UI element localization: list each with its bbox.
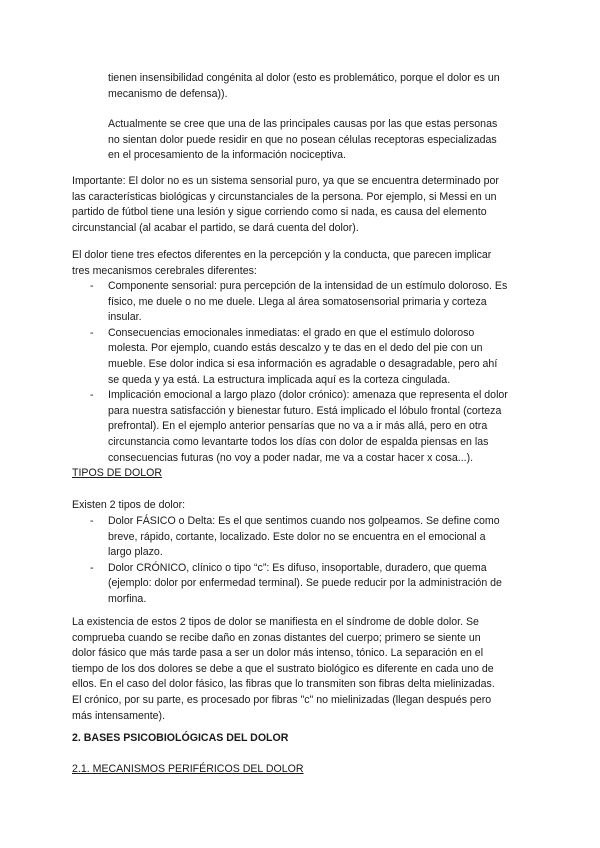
text-line: Actualmente se cree que una de las principales causas por las que estas personas (108, 118, 498, 130)
text-line: El crónico, por su parte, es procesado por fibras "c" no mielinizadas (llegan después pero (72, 693, 492, 706)
bullet-dash: - (90, 280, 94, 292)
text-line: Dolor FÁSICO o Delta: Es el que sentimos cuando nos golpeamos. Se define como (108, 515, 500, 527)
bullet-dash: - (90, 389, 94, 402)
text-line: en el procesamiento de la información nociceptiva. (108, 149, 346, 162)
text-line: para nuestra satisfacción y bienestar futuro. Está implicado el lóbulo frontal (corteza (108, 404, 502, 417)
bullet-dash: - (90, 515, 94, 527)
list-item (72, 326, 542, 388)
text-line: Implicación emocional a largo plazo (dolor crónico): amenaza que representa el dolor (108, 389, 508, 402)
list-item (72, 561, 542, 608)
text-line: Consecuencias emocionales inmediatas: el grado en que el estímulo doloroso (108, 326, 475, 339)
text-line: tiempo de los dos dolores se debe a que el sustrato biológico es diferente en cada uno de (72, 662, 494, 675)
paragraph-importante (72, 174, 532, 236)
text-line: El dolor tiene tres efectos diferentes en la percepción y la conducta, que parecen implicar (72, 249, 492, 261)
text-line: dolor fásico que más tarde pasa a ser un dolor más intenso, tónico. La separación en el (72, 647, 484, 660)
text-line: ellos. En el caso del dolor fásico, las fibras que lo transmiten son fibras delta mielinizadas. (72, 678, 495, 691)
text-line: comprueba cuando se recibe daño en zonas distantes del cuerpo; primero se siente un (72, 631, 481, 644)
paragraph-actualmente (108, 117, 548, 164)
tipos-heading: TIPOS DE DOLOR (72, 467, 163, 479)
text-line: tienen insensibilidad congénita al dolor (esto es problemático, porque el dolor es un (108, 72, 500, 84)
text-line: físico, me duele o no me duele. Llega al área somatosensorial primaria y corteza (108, 295, 487, 308)
text-line: (ejemplo: dolor por enfermedad terminal). Se puede reducir por la administración de (108, 577, 502, 590)
list-item (72, 279, 542, 326)
text-line: largo plazo. (108, 546, 163, 559)
tipos-intro: Existen 2 tipos de dolor: (72, 499, 186, 511)
section-heading-bases: 2. BASES PSICOBIOLÓGICAS DEL DOLOR (72, 732, 289, 744)
bullet-dash: - (90, 561, 94, 574)
text-line: mecanismo de defensa)). (108, 87, 228, 100)
text-line: circunstancia como levantarte todos los días con dolor de espalda piensas en las (108, 435, 489, 448)
text-line: se queda y ya está. La estructura implicada aquí es la corteza cingulada. (108, 373, 451, 386)
text-line: breve, rápido, cortante, localizado. Este dolor no se encuentra en el emocional a (108, 530, 486, 543)
text-line: prefrontal). En el ejemplo anterior pensarías que no va a ir más allá, pero en otra (108, 420, 488, 433)
text-line: La existencia de estos 2 tipos de dolor se manifiesta en el síndrome de doble dolor. Se (72, 616, 479, 628)
text-line: más intensamente). (72, 709, 166, 722)
text-line: Componente sensorial: pura percepción de la intensidad de un estímulo doloroso. Es (108, 280, 508, 292)
text-line: Importante: El dolor no es un sistema sensorial puro, ya que se encuentra determinado por (72, 175, 499, 187)
text-line: molesta. Por ejemplo, cuando estás descalzo y te das en el dedo del pie con un (108, 342, 483, 355)
list-item (72, 388, 542, 466)
text-line: consecuencias futuras (no voy a poder nadar, me va a costar hacer x cosa...). (108, 451, 474, 464)
paragraph-insensibilidad (108, 71, 548, 102)
text-line: circunstancial (al acabar el partido, se dará cuenta del dolor). (72, 221, 359, 234)
list-item (72, 514, 542, 561)
efectos-list (72, 279, 542, 466)
text-line: tres mecanismos cerebrales diferentes: (72, 264, 257, 277)
subsection-heading-mecanismos: 2.1. MECANISMOS PERIFÉRICOS DEL DOLOR (72, 763, 304, 775)
text-line: las características biológicas y circunstanciales de la persona. Por ejemplo, si Messi en un (72, 190, 497, 203)
paragraph-efectos-intro (72, 248, 532, 279)
text-line: morfina. (108, 592, 147, 605)
bullet-dash: - (90, 326, 94, 339)
text-line: no sientan dolor puede residir en que no posean células receptoras especializadas (108, 133, 497, 146)
text-line: partido de fútbol tiene una lesión y sigue corriendo como si nada, es causa del elemento (72, 206, 487, 219)
text-line: mueble. Ese dolor indica si esa información es agradable o desagradable, pero ahí (108, 357, 498, 370)
paragraph-doble-dolor (72, 615, 532, 724)
text-line: insular. (108, 311, 142, 324)
tipos-list (72, 514, 542, 608)
text-line: Dolor CRÓNICO, clínico o tipo “c”: Es difuso, insoportable, duradero, que quema (108, 561, 487, 574)
